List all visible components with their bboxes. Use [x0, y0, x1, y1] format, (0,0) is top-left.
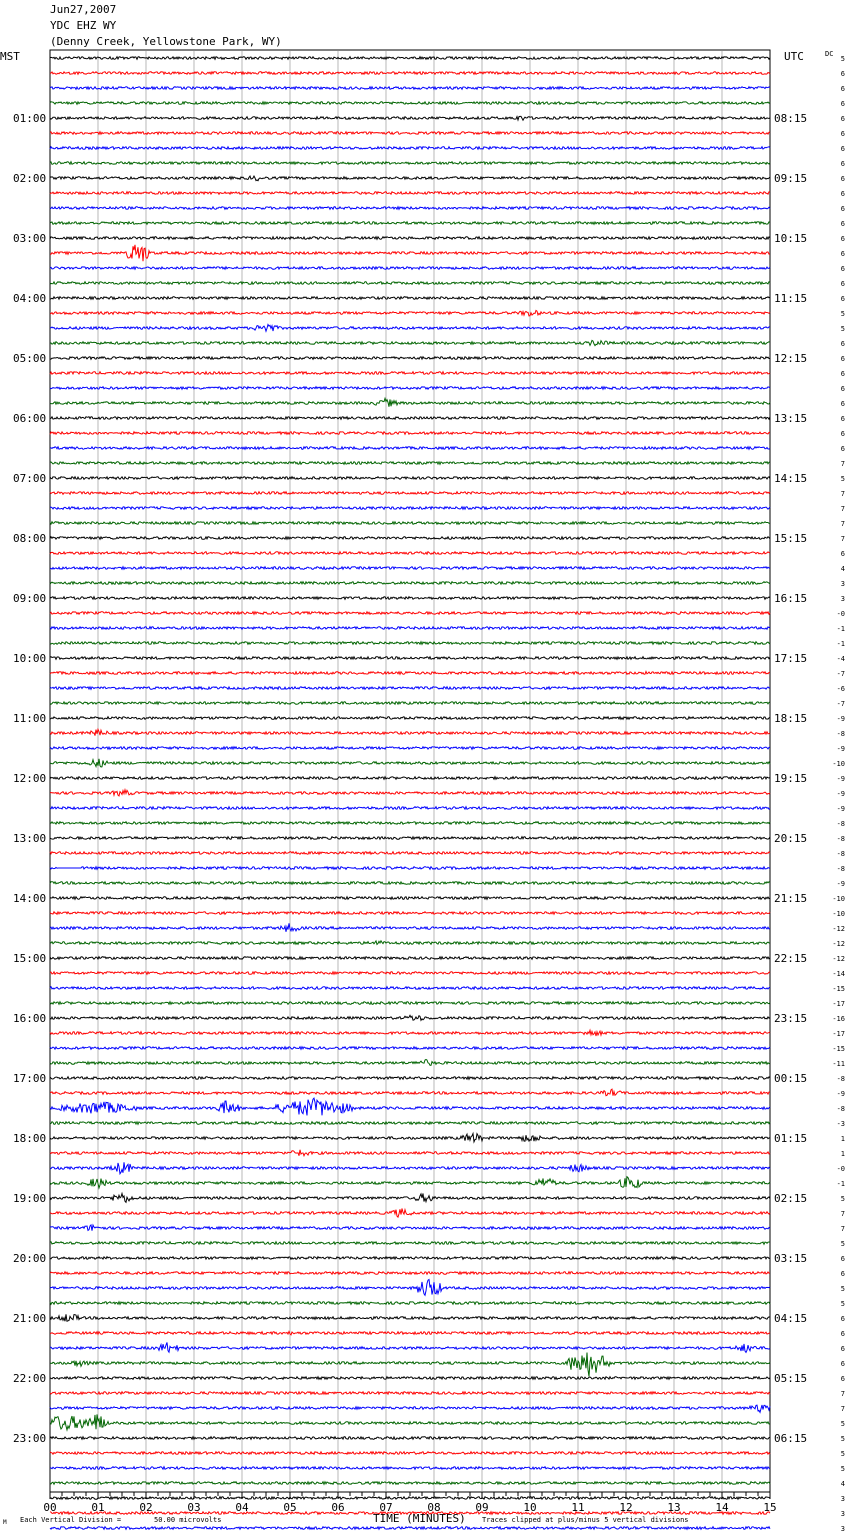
scale-note: Each Vertical Division =	[20, 1516, 122, 1524]
dc-offset-value: 6	[840, 445, 845, 453]
dc-offset-value: 5	[840, 325, 845, 333]
trace-row	[50, 1331, 770, 1334]
dc-offset-value: 3	[840, 580, 845, 588]
dc-offset-value: 4	[840, 565, 845, 573]
mst-hour-label: 10:00	[13, 652, 47, 665]
x-tick-label: 00	[43, 1501, 57, 1514]
dc-offset-value: -1	[836, 1180, 845, 1188]
trace-row	[50, 567, 770, 570]
dc-offset-value: 6	[840, 1270, 845, 1278]
mst-hour-label: 08:00	[13, 532, 47, 545]
mst-hour-label: 06:00	[13, 412, 47, 425]
trace-row	[50, 702, 770, 705]
trace-row	[50, 1059, 770, 1065]
x-tick-label: 04	[235, 1501, 249, 1514]
dc-offset-value: -8	[836, 850, 845, 858]
mst-hour-label: 07:00	[13, 472, 47, 485]
x-tick-label: 01	[91, 1501, 105, 1514]
trace-row	[50, 245, 770, 261]
mst-hour-label: 11:00	[13, 712, 47, 725]
x-axis	[43, 1492, 776, 1514]
utc-hour-label: 20:15	[774, 832, 808, 845]
trace-row	[50, 1467, 770, 1470]
x-tick-label: 05	[283, 1501, 297, 1514]
trace-row	[50, 1098, 770, 1115]
dc-offset-value: 6	[840, 205, 845, 213]
trace-row	[50, 1302, 770, 1305]
dc-offset-value: 7	[840, 520, 845, 528]
trace-row	[50, 1015, 770, 1020]
seismic-traces	[50, 57, 770, 1534]
trace-row	[50, 729, 770, 735]
trace-row	[50, 237, 770, 240]
mst-hour-label: 01:00	[13, 112, 47, 125]
dc-offset-value: 6	[840, 85, 845, 93]
dc-offset-value: 6	[840, 280, 845, 288]
trace-row	[50, 282, 770, 285]
trace-row	[50, 790, 770, 796]
dc-offset-value: -15	[832, 985, 845, 993]
dc-offset-value: 7	[840, 505, 845, 513]
trace-row	[50, 102, 770, 105]
trace-row	[50, 941, 770, 945]
dc-offset-value: 6	[840, 190, 845, 198]
trace-row	[50, 1047, 770, 1050]
x-tick-label: 13	[667, 1501, 681, 1514]
trace-row	[50, 657, 770, 660]
dc-offset-value: -1	[836, 625, 845, 633]
trace-row	[50, 672, 770, 675]
dc-offset-value: -9	[836, 715, 845, 723]
trace-row	[50, 340, 770, 345]
dc-offset-value: 6	[840, 145, 845, 153]
x-axis-title: TIME (MINUTES)	[373, 1512, 466, 1525]
trace-row	[50, 1002, 770, 1005]
dc-offset-value: -10	[832, 760, 845, 768]
x-tick-label: 15	[763, 1501, 777, 1514]
trace-row	[50, 324, 770, 331]
dc-offset-value: 6	[840, 250, 845, 258]
utc-hour-label: 09:15	[774, 172, 808, 185]
mst-hour-label: 21:00	[13, 1312, 47, 1325]
trace-row	[50, 912, 770, 915]
dc-offset-value: 1	[840, 1150, 845, 1158]
trace-row	[50, 147, 770, 150]
trace-row	[50, 267, 770, 270]
utc-hour-label: 06:15	[774, 1432, 808, 1445]
scale-value: 50.00 microvolts	[154, 1516, 222, 1524]
trace-row	[50, 923, 770, 932]
trace-row	[50, 176, 770, 181]
trace-row	[50, 477, 770, 480]
trace-row	[50, 1134, 770, 1142]
trace-row	[50, 1437, 770, 1440]
trace-row	[50, 57, 770, 60]
mst-hour-label: 02:00	[13, 172, 47, 185]
dc-offset-value: 6	[840, 370, 845, 378]
utc-hour-label: 05:15	[774, 1372, 808, 1385]
utc-hour-label: 22:15	[774, 952, 808, 965]
dc-offset-value: 6	[840, 295, 845, 303]
dc-offset-value: -12	[832, 955, 845, 963]
x-tick-label: 10	[523, 1501, 537, 1514]
trace-row	[50, 492, 770, 495]
dc-offset-value: -4	[836, 655, 845, 663]
dc-offset-value: -17	[832, 1030, 845, 1038]
dc-offset-value: -9	[836, 775, 845, 783]
trace-row	[50, 837, 770, 840]
trace-row	[50, 582, 770, 585]
utc-hour-label: 10:15	[774, 232, 808, 245]
trace-row	[50, 1089, 770, 1096]
dc-offset-value: 6	[840, 1345, 845, 1353]
dc-offset-value: 7	[840, 535, 845, 543]
utc-label: UTC	[784, 50, 804, 63]
dc-offset-value: 6	[840, 1375, 845, 1383]
dc-offset-value: -8	[836, 730, 845, 738]
trace-row	[50, 537, 770, 540]
dc-offset-value: 6	[840, 235, 845, 243]
trace-row	[50, 627, 770, 630]
dc-offset-value: 6	[840, 430, 845, 438]
x-tick-label: 02	[139, 1501, 153, 1514]
dc-offset-value: 5	[840, 1420, 845, 1428]
minute-gridlines	[98, 50, 722, 1492]
x-tick-label: 08	[427, 1501, 441, 1514]
dc-offset-value: 6	[840, 340, 845, 348]
trace-row	[50, 1405, 770, 1412]
dc-offset-value: -17	[832, 1000, 845, 1008]
x-tick-label: 11	[571, 1501, 585, 1514]
dc-offset-value: -3	[836, 1120, 845, 1128]
trace-row	[50, 1162, 770, 1173]
dc-offset-value: 3	[840, 595, 845, 603]
trace-row	[50, 1225, 770, 1231]
trace-row	[50, 987, 770, 990]
trace-row	[50, 1257, 770, 1260]
trace-row	[50, 87, 770, 90]
utc-hour-label: 13:15	[774, 412, 808, 425]
trace-row	[50, 417, 770, 420]
trace-row	[50, 372, 770, 375]
dc-offset-value: 3	[840, 1495, 845, 1503]
trace-row	[50, 1150, 770, 1156]
mst-hour-label: 19:00	[13, 1192, 47, 1205]
dc-offset-value: 6	[840, 1360, 845, 1368]
dc-offset-value: 6	[840, 1330, 845, 1338]
dc-offset-value: -9	[836, 745, 845, 753]
mst-hour-label: 20:00	[13, 1252, 47, 1265]
utc-hour-label: 01:15	[774, 1132, 808, 1145]
dc-offset-value: -9	[836, 1090, 845, 1098]
dc-offset-value: -8	[836, 820, 845, 828]
dc-offset-value: 6	[840, 1255, 845, 1263]
dc-offset-value: 6	[840, 355, 845, 363]
mst-hour-label: 05:00	[13, 352, 47, 365]
utc-hour-label: 03:15	[774, 1252, 808, 1265]
trace-row	[50, 612, 770, 615]
dc-offset-value: 4	[840, 1480, 845, 1488]
dc-offset-value: 6	[840, 385, 845, 393]
trace-row	[50, 1497, 770, 1500]
trace-row	[50, 1353, 770, 1377]
trace-row	[50, 1177, 770, 1188]
trace-row	[50, 807, 770, 810]
trace-row	[50, 1122, 770, 1125]
dc-offset-value: 5	[840, 1465, 845, 1473]
trace-row	[50, 867, 770, 870]
dc-offset-value: 7	[840, 1390, 845, 1398]
dc-offset-value: -1	[836, 640, 845, 648]
dc-label: DC	[825, 50, 834, 58]
x-tick-label: 06	[331, 1501, 345, 1514]
dc-offset-value: 7	[840, 1405, 845, 1413]
trace-row	[50, 972, 770, 975]
dc-offset-labels	[832, 55, 845, 1534]
dc-offset-value: -16	[832, 1015, 845, 1023]
utc-hour-label: 23:15	[774, 1012, 808, 1025]
mst-hour-label: 09:00	[13, 592, 47, 605]
trace-row	[50, 222, 770, 225]
trace-row	[50, 1342, 770, 1352]
trace-row	[50, 759, 770, 767]
dc-offset-value: -12	[832, 925, 845, 933]
trace-row	[50, 1242, 770, 1245]
trace-row	[50, 1392, 770, 1395]
dc-offset-value: -12	[832, 940, 845, 948]
dc-offset-value: 5	[840, 1300, 845, 1308]
corner-mark: M	[3, 1519, 7, 1526]
dc-offset-value: 6	[840, 550, 845, 558]
dc-offset-value: -0	[836, 1165, 845, 1173]
dc-offset-value: -8	[836, 835, 845, 843]
trace-row	[50, 462, 770, 465]
dc-offset-value: -9	[836, 805, 845, 813]
utc-hour-labels	[774, 112, 807, 1445]
dc-offset-value: 6	[840, 1315, 845, 1323]
trace-row	[50, 822, 770, 825]
trace-row	[50, 432, 770, 435]
trace-row	[50, 522, 770, 525]
trace-row	[50, 1077, 770, 1080]
dc-offset-value: -8	[836, 1105, 845, 1113]
dc-offset-value: 5	[840, 55, 845, 63]
dc-offset-value: -6	[836, 685, 845, 693]
dc-offset-value: 5	[840, 1450, 845, 1458]
trace-row	[50, 552, 770, 555]
trace-row	[50, 398, 770, 406]
dc-offset-value: 1	[840, 1135, 845, 1143]
dc-offset-value: 5	[840, 1435, 845, 1443]
mst-hour-label: 04:00	[13, 292, 47, 305]
dc-offset-value: 7	[840, 490, 845, 498]
dc-offset-value: 6	[840, 175, 845, 183]
trace-row	[50, 132, 770, 135]
x-tick-label: 14	[715, 1501, 729, 1514]
mst-hour-label: 03:00	[13, 232, 47, 245]
trace-row	[50, 1377, 770, 1380]
dc-offset-value: 7	[840, 460, 845, 468]
dc-offset-value: 3	[840, 1510, 845, 1518]
utc-hour-label: 21:15	[774, 892, 808, 905]
trace-row	[50, 957, 770, 960]
trace-row	[50, 852, 770, 855]
x-tick-label: 09	[475, 1501, 489, 1514]
utc-hour-label: 14:15	[774, 472, 808, 485]
dc-offset-value: 6	[840, 265, 845, 273]
trace-row	[50, 1208, 770, 1217]
utc-hour-label: 00:15	[774, 1072, 808, 1085]
dc-offset-value: 3	[840, 1525, 845, 1533]
utc-hour-label: 15:15	[774, 532, 808, 545]
mst-hour-label: 17:00	[13, 1072, 47, 1085]
dc-offset-value: 7	[840, 1210, 845, 1218]
mst-hour-label: 23:00	[13, 1432, 47, 1445]
dc-offset-value: 6	[840, 220, 845, 228]
trace-row	[50, 162, 770, 165]
trace-row	[50, 207, 770, 210]
dc-offset-value: -7	[836, 700, 845, 708]
dc-offset-value: 5	[840, 1195, 845, 1203]
trace-row	[50, 1482, 770, 1485]
trace-row	[50, 717, 770, 720]
dc-offset-value: 6	[840, 160, 845, 168]
dc-offset-value: 5	[840, 1240, 845, 1248]
plot-frame	[50, 50, 770, 1492]
trace-row	[50, 1030, 770, 1036]
trace-row	[50, 192, 770, 195]
dc-offset-value: 5	[840, 1285, 845, 1293]
trace-row	[50, 507, 770, 510]
plot-date: Jun27,2007	[50, 3, 117, 16]
dc-offset-value: -0	[836, 610, 845, 618]
mst-hour-label: 13:00	[13, 832, 47, 845]
dc-offset-value: -7	[836, 670, 845, 678]
dc-offset-value: -10	[832, 895, 845, 903]
trace-row	[50, 747, 770, 750]
trace-row	[50, 1452, 770, 1455]
dc-offset-value: 5	[840, 310, 845, 318]
x-tick-label: 07	[379, 1501, 393, 1514]
utc-hour-label: 18:15	[774, 712, 808, 725]
utc-hour-label: 12:15	[774, 352, 808, 365]
utc-hour-label: 02:15	[774, 1192, 808, 1205]
utc-hour-label: 11:15	[774, 292, 808, 305]
clip-note: Traces clipped at plus/minus 5 vertical divisions	[482, 1516, 689, 1524]
trace-row	[50, 357, 770, 360]
mst-label: MST	[0, 50, 20, 63]
trace-row	[50, 687, 770, 690]
trace-row	[50, 777, 770, 780]
dc-offset-value: 6	[840, 400, 845, 408]
mst-hour-label: 15:00	[13, 952, 47, 965]
mst-hour-label: 12:00	[13, 772, 47, 785]
dc-offset-value: -9	[836, 880, 845, 888]
mst-hour-label: 22:00	[13, 1372, 47, 1385]
dc-offset-value: -11	[832, 1060, 845, 1068]
trace-row	[50, 882, 770, 885]
mst-hour-labels	[13, 112, 46, 1445]
dc-offset-value: 6	[840, 100, 845, 108]
utc-hour-label: 19:15	[774, 772, 808, 785]
station-location: (Denny Creek, Yellowstone Park, WY)	[50, 35, 282, 48]
dc-offset-value: -8	[836, 1075, 845, 1083]
trace-row	[50, 72, 770, 75]
dc-offset-value: -8	[836, 865, 845, 873]
trace-row	[50, 1314, 770, 1321]
station-code: YDC EHZ WY	[50, 19, 117, 32]
dc-offset-value: 5	[840, 475, 845, 483]
mst-hour-label: 18:00	[13, 1132, 47, 1145]
mst-hour-label: 14:00	[13, 892, 47, 905]
mst-hour-label: 16:00	[13, 1012, 47, 1025]
utc-hour-label: 08:15	[774, 112, 808, 125]
dc-offset-value: 7	[840, 1225, 845, 1233]
trace-row	[50, 387, 770, 390]
utc-hour-label: 17:15	[774, 652, 808, 665]
utc-hour-label: 16:15	[774, 592, 808, 605]
x-tick-label: 03	[187, 1501, 201, 1514]
trace-row	[50, 642, 770, 645]
utc-hour-label: 04:15	[774, 1312, 808, 1325]
dc-offset-value: 6	[840, 70, 845, 78]
dc-offset-value: -9	[836, 790, 845, 798]
trace-row	[50, 1414, 770, 1429]
trace-row	[50, 310, 770, 315]
trace-row	[50, 1193, 770, 1202]
dc-offset-value: 6	[840, 130, 845, 138]
dc-offset-value: -14	[832, 970, 845, 978]
trace-row	[50, 1527, 770, 1530]
trace-row	[50, 116, 770, 120]
x-tick-label: 12	[619, 1501, 633, 1514]
trace-row	[50, 1279, 770, 1295]
trace-row	[50, 1272, 770, 1275]
dc-offset-value: 6	[840, 115, 845, 123]
dc-offset-value: -15	[832, 1045, 845, 1053]
trace-row	[50, 297, 770, 300]
trace-row	[50, 597, 770, 600]
dc-offset-value: 6	[840, 415, 845, 423]
trace-row	[50, 897, 770, 900]
dc-offset-value: -10	[832, 910, 845, 918]
trace-row	[50, 447, 770, 450]
